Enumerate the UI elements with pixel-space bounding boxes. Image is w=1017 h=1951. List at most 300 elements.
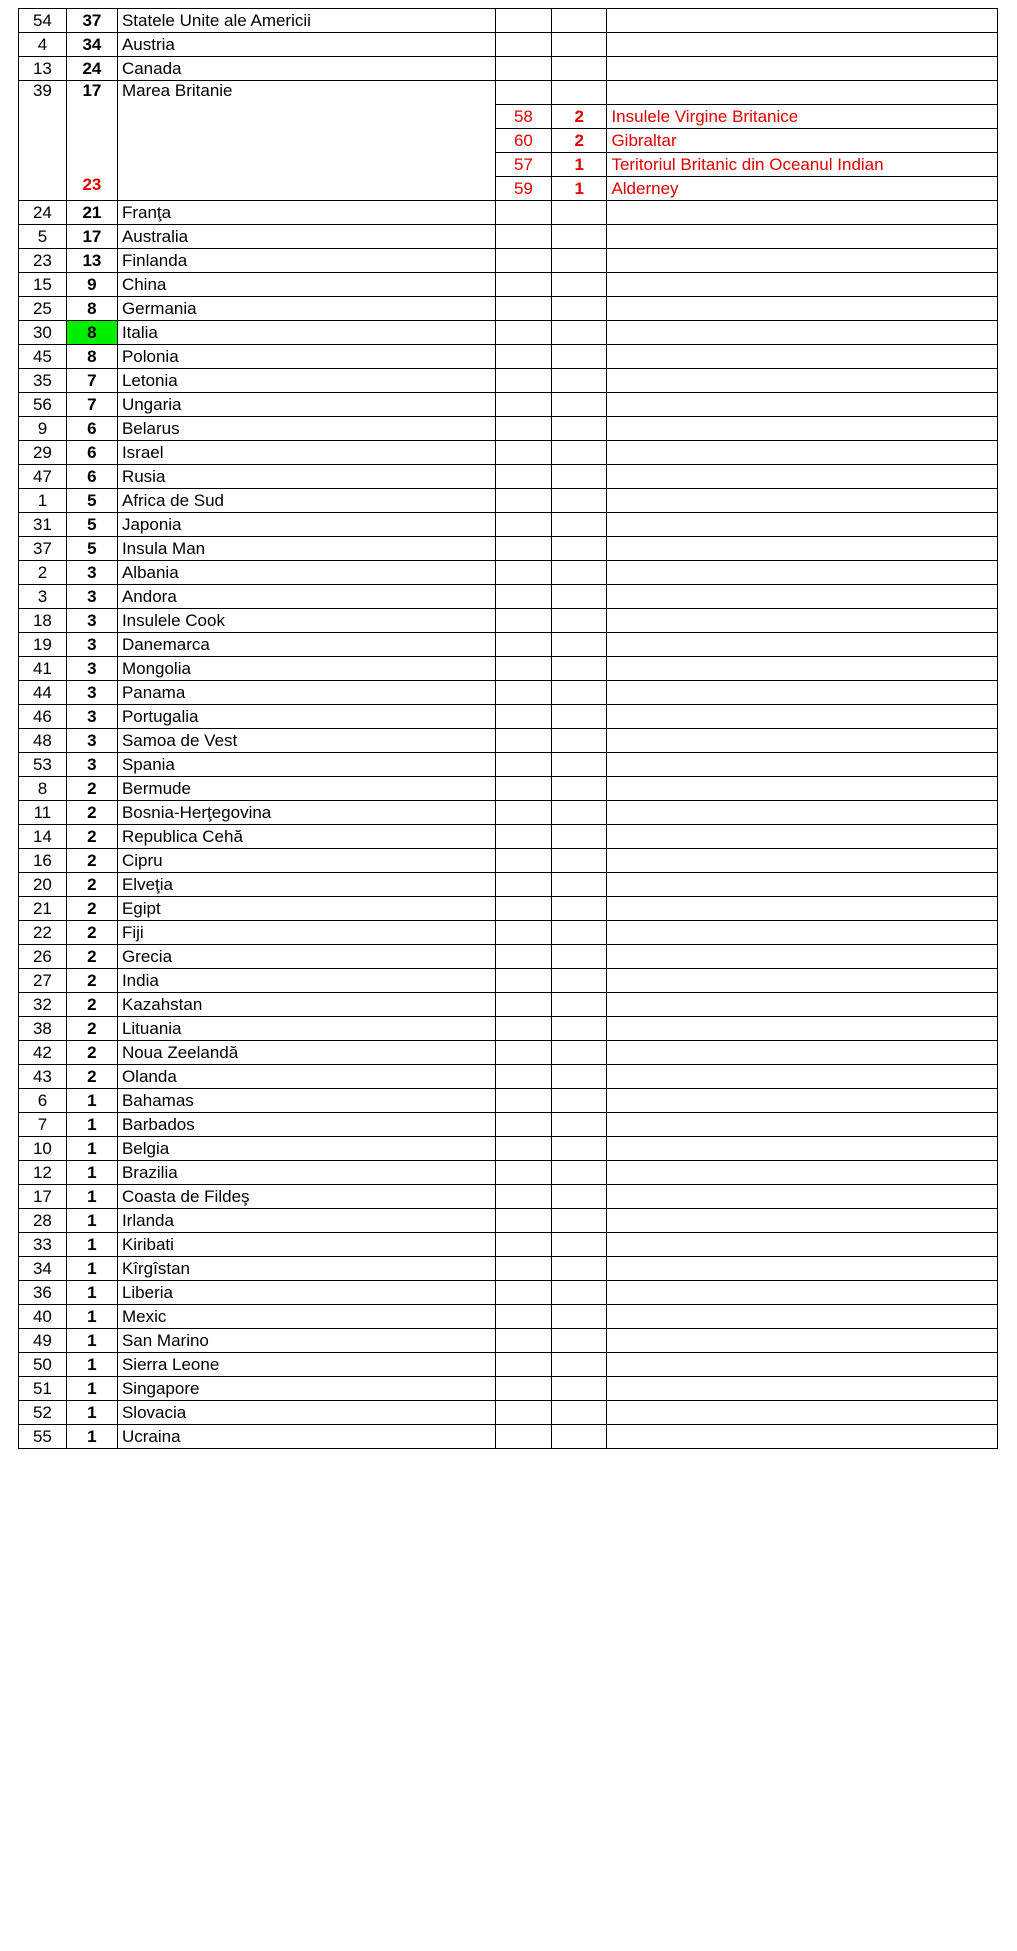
cell-rank[interactable]: 15 <box>19 273 67 297</box>
cell-rank[interactable]: 24 <box>19 201 67 225</box>
cell-count[interactable]: 1 <box>66 1281 117 1305</box>
cell-empty[interactable] <box>552 1089 607 1113</box>
table-row[interactable] <box>19 369 998 393</box>
cell-empty[interactable] <box>495 201 551 225</box>
cell-count[interactable]: 2 <box>66 945 117 969</box>
cell-rank[interactable]: 48 <box>19 729 67 753</box>
cell-rank[interactable]: 35 <box>19 369 67 393</box>
cell-empty[interactable] <box>607 417 998 441</box>
cell-count[interactable]: 3 <box>66 585 117 609</box>
cell-empty[interactable] <box>495 393 551 417</box>
cell-rank[interactable]: 3 <box>19 585 67 609</box>
cell-sub-name[interactable]: Alderney <box>607 177 998 201</box>
cell-empty[interactable] <box>607 1377 998 1401</box>
table-row[interactable] <box>19 9 998 33</box>
table-row[interactable] <box>19 1209 998 1233</box>
cell-empty[interactable] <box>552 417 607 441</box>
cell-empty[interactable] <box>607 1233 998 1257</box>
cell-empty[interactable] <box>607 369 998 393</box>
table-row[interactable] <box>19 897 998 921</box>
cell-empty[interactable] <box>607 633 998 657</box>
cell-count[interactable]: 5 <box>66 537 117 561</box>
cell-empty[interactable] <box>552 1401 607 1425</box>
table-row[interactable] <box>19 1281 998 1305</box>
table-row[interactable] <box>19 1113 998 1137</box>
cell-empty[interactable] <box>495 585 551 609</box>
cell-count[interactable]: 1 <box>66 1137 117 1161</box>
cell-empty[interactable] <box>495 33 551 57</box>
cell-empty[interactable] <box>495 561 551 585</box>
cell-empty[interactable] <box>495 297 551 321</box>
cell-empty[interactable] <box>607 537 998 561</box>
cell-rank[interactable]: 8 <box>19 777 67 801</box>
cell-empty[interactable] <box>607 1065 998 1089</box>
cell-count[interactable]: 1 <box>66 1233 117 1257</box>
cell-rank[interactable]: 5 <box>19 225 67 249</box>
cell-rank[interactable]: 37 <box>19 537 67 561</box>
cell-rank[interactable]: 22 <box>19 921 67 945</box>
cell-country-name[interactable]: Franţa <box>117 201 495 225</box>
cell-empty[interactable] <box>552 465 607 489</box>
cell-empty[interactable] <box>495 897 551 921</box>
cell-rank[interactable]: 25 <box>19 297 67 321</box>
cell-empty[interactable] <box>607 705 998 729</box>
table-row[interactable] <box>19 537 998 561</box>
cell-empty[interactable] <box>495 1185 551 1209</box>
cell-empty[interactable] <box>495 921 551 945</box>
cell-empty[interactable] <box>607 57 998 81</box>
cell-empty[interactable] <box>607 33 998 57</box>
cell-count[interactable]: 3 <box>66 681 117 705</box>
cell-empty[interactable] <box>607 1401 998 1425</box>
cell-count[interactable]: 1 <box>66 1425 117 1449</box>
cell-empty[interactable] <box>495 753 551 777</box>
cell-rank[interactable]: 43 <box>19 1065 67 1089</box>
cell-empty[interactable] <box>552 513 607 537</box>
cell-count[interactable]: 1 <box>66 1401 117 1425</box>
table-row[interactable] <box>19 1065 998 1089</box>
cell-country-name[interactable]: Slovacia <box>117 1401 495 1425</box>
cell-sub-rank[interactable]: 57 <box>495 153 551 177</box>
cell-rank[interactable]: 38 <box>19 1017 67 1041</box>
cell-empty[interactable] <box>607 609 998 633</box>
cell-empty[interactable] <box>607 969 998 993</box>
cell-rank[interactable]: 16 <box>19 849 67 873</box>
cell-empty[interactable] <box>552 1329 607 1353</box>
cell-empty[interactable] <box>495 1329 551 1353</box>
cell-count[interactable]: 2 <box>66 897 117 921</box>
cell-rank[interactable]: 11 <box>19 801 67 825</box>
cell-empty[interactable] <box>552 489 607 513</box>
table-row[interactable] <box>19 873 998 897</box>
cell-empty[interactable] <box>495 489 551 513</box>
cell-country-name[interactable]: Fiji <box>117 921 495 945</box>
table-row[interactable] <box>19 921 998 945</box>
table-row[interactable] <box>19 297 998 321</box>
cell-rank[interactable]: 50 <box>19 1353 67 1377</box>
cell-empty[interactable] <box>607 1017 998 1041</box>
cell-rank[interactable]: 51 <box>19 1377 67 1401</box>
table-row[interactable] <box>19 57 998 81</box>
cell-count[interactable]: 2 <box>66 873 117 897</box>
table-row[interactable] <box>19 993 998 1017</box>
cell-country-name[interactable]: Elveţia <box>117 873 495 897</box>
cell-country-name[interactable]: Mongolia <box>117 657 495 681</box>
cell-country-name[interactable]: Egipt <box>117 897 495 921</box>
cell-count[interactable]: 5 <box>66 489 117 513</box>
cell-count[interactable]: 6 <box>66 465 117 489</box>
cell-rank[interactable]: 55 <box>19 1425 67 1449</box>
cell-rank[interactable]: 34 <box>19 1257 67 1281</box>
table-row[interactable] <box>19 321 998 345</box>
cell-empty[interactable] <box>552 993 607 1017</box>
cell-empty[interactable] <box>607 1137 998 1161</box>
cell-sub-name[interactable]: Gibraltar <box>607 129 998 153</box>
cell-empty[interactable] <box>552 273 607 297</box>
cell-empty[interactable] <box>495 417 551 441</box>
cell-empty[interactable] <box>552 1257 607 1281</box>
cell-sub-rank[interactable]: 59 <box>495 177 551 201</box>
cell-empty[interactable] <box>607 489 998 513</box>
table-row[interactable] <box>19 1185 998 1209</box>
cell-empty[interactable] <box>495 1401 551 1425</box>
table-row[interactable] <box>19 81 998 105</box>
cell-empty[interactable] <box>552 1065 607 1089</box>
cell-empty[interactable] <box>552 1017 607 1041</box>
cell-count[interactable]: 34 <box>66 33 117 57</box>
cell-country-name[interactable]: Coasta de Fildeş <box>117 1185 495 1209</box>
cell-country-name[interactable]: Republica Cehă <box>117 825 495 849</box>
cell-rank[interactable]: 53 <box>19 753 67 777</box>
cell-country-name[interactable]: Irlanda <box>117 1209 495 1233</box>
cell-empty[interactable] <box>607 585 998 609</box>
cell-empty[interactable] <box>552 1185 607 1209</box>
table-row[interactable] <box>19 441 998 465</box>
cell-empty[interactable] <box>495 57 551 81</box>
cell-rank[interactable]: 56 <box>19 393 67 417</box>
cell-empty[interactable] <box>552 705 607 729</box>
table-row[interactable] <box>19 681 998 705</box>
cell-empty[interactable] <box>552 297 607 321</box>
cell-empty[interactable] <box>607 849 998 873</box>
cell-empty[interactable] <box>552 633 607 657</box>
cell-empty[interactable] <box>495 513 551 537</box>
cell-empty[interactable] <box>495 369 551 393</box>
cell-count[interactable]: 7 <box>66 393 117 417</box>
cell-rank[interactable]: 12 <box>19 1161 67 1185</box>
cell-empty[interactable] <box>495 657 551 681</box>
table-row[interactable] <box>19 273 998 297</box>
cell-country-name[interactable]: Olanda <box>117 1065 495 1089</box>
cell-empty[interactable] <box>607 1425 998 1449</box>
cell-count[interactable]: 1 <box>66 1257 117 1281</box>
cell-rank[interactable]: 7 <box>19 1113 67 1137</box>
cell-empty[interactable] <box>552 1113 607 1137</box>
cell-country-name[interactable]: Japonia <box>117 513 495 537</box>
cell-empty[interactable] <box>607 273 998 297</box>
cell-empty[interactable] <box>552 609 607 633</box>
cell-count-highlighted[interactable]: 8 <box>66 321 117 345</box>
cell-count[interactable]: 7 <box>66 369 117 393</box>
cell-country-name[interactable]: Letonia <box>117 369 495 393</box>
cell-rank[interactable]: 42 <box>19 1041 67 1065</box>
cell-empty[interactable] <box>552 681 607 705</box>
table-row[interactable] <box>19 201 998 225</box>
cell-country-name[interactable]: Austria <box>117 33 495 57</box>
table-row[interactable] <box>19 345 998 369</box>
cell-empty[interactable] <box>495 1065 551 1089</box>
cell-empty[interactable] <box>495 321 551 345</box>
cell-empty[interactable] <box>607 1041 998 1065</box>
table-row[interactable] <box>19 1041 998 1065</box>
cell-count[interactable]: 1 <box>66 1185 117 1209</box>
cell-country-name[interactable]: Insula Man <box>117 537 495 561</box>
cell-rank[interactable]: 20 <box>19 873 67 897</box>
cell-count[interactable]: 1 <box>66 1329 117 1353</box>
cell-empty[interactable] <box>495 1425 551 1449</box>
cell-country-name[interactable]: Canada <box>117 57 495 81</box>
cell-country-name[interactable]: Brazilia <box>117 1161 495 1185</box>
table-row[interactable] <box>19 657 998 681</box>
cell-count[interactable]: 2 <box>66 1017 117 1041</box>
cell-count[interactable]: 1 <box>66 1209 117 1233</box>
cell-count[interactable]: 2 <box>66 921 117 945</box>
cell-count[interactable]: 2 <box>66 825 117 849</box>
cell-country-name[interactable]: Belarus <box>117 417 495 441</box>
cell-empty[interactable] <box>607 9 998 33</box>
cell-count[interactable]: 2 <box>66 1041 117 1065</box>
cell-empty[interactable] <box>607 441 998 465</box>
cell-empty[interactable] <box>552 33 607 57</box>
cell-empty[interactable] <box>607 1185 998 1209</box>
cell-empty[interactable] <box>495 705 551 729</box>
cell-rank[interactable]: 2 <box>19 561 67 585</box>
table-row[interactable] <box>19 825 998 849</box>
cell-empty[interactable] <box>607 465 998 489</box>
cell-empty[interactable] <box>552 1425 607 1449</box>
cell-country-name[interactable]: Italia <box>117 321 495 345</box>
table-row[interactable] <box>19 393 998 417</box>
table-row[interactable] <box>19 609 998 633</box>
cell-country-name[interactable]: Noua Zeelandă <box>117 1041 495 1065</box>
cell-count[interactable]: 21 <box>66 201 117 225</box>
cell-country-name[interactable]: Samoa de Vest <box>117 729 495 753</box>
cell-rank[interactable]: 31 <box>19 513 67 537</box>
cell-rank[interactable]: 23 <box>19 249 67 273</box>
cell-rank[interactable]: 17 <box>19 1185 67 1209</box>
cell-empty[interactable] <box>607 201 998 225</box>
cell-empty[interactable] <box>552 249 607 273</box>
cell-empty[interactable] <box>495 681 551 705</box>
cell-empty[interactable] <box>552 9 607 33</box>
table-row[interactable] <box>19 1089 998 1113</box>
cell-empty[interactable] <box>495 609 551 633</box>
cell-empty[interactable] <box>607 1329 998 1353</box>
cell-sub-rank[interactable]: 60 <box>495 129 551 153</box>
cell-country-name[interactable]: Spania <box>117 753 495 777</box>
cell-country-name[interactable]: Kîrgîstan <box>117 1257 495 1281</box>
cell-country-name[interactable]: Lituania <box>117 1017 495 1041</box>
cell-empty[interactable] <box>495 633 551 657</box>
cell-empty[interactable] <box>495 825 551 849</box>
cell-empty[interactable] <box>495 1017 551 1041</box>
cell-country-name[interactable]: Africa de Sud <box>117 489 495 513</box>
cell-empty[interactable] <box>552 369 607 393</box>
cell-empty[interactable] <box>495 225 551 249</box>
cell-empty[interactable] <box>552 657 607 681</box>
cell-empty[interactable] <box>552 1281 607 1305</box>
cell-empty[interactable] <box>607 1305 998 1329</box>
cell-country-name[interactable]: Barbados <box>117 1113 495 1137</box>
cell-empty[interactable] <box>495 345 551 369</box>
cell-empty[interactable] <box>552 81 607 105</box>
cell-rank[interactable]: 19 <box>19 633 67 657</box>
cell-country-name[interactable]: Danemarca <box>117 633 495 657</box>
cell-empty[interactable] <box>607 777 998 801</box>
cell-empty[interactable] <box>552 561 607 585</box>
cell-rank[interactable]: 32 <box>19 993 67 1017</box>
cell-empty[interactable] <box>607 657 998 681</box>
cell-rank[interactable]: 40 <box>19 1305 67 1329</box>
cell-empty[interactable] <box>495 1137 551 1161</box>
cell-count[interactable]: 24 <box>66 57 117 81</box>
cell-count[interactable]: 3 <box>66 609 117 633</box>
cell-empty[interactable] <box>552 801 607 825</box>
cell-count[interactable]: 1 <box>66 1377 117 1401</box>
cell-empty[interactable] <box>607 513 998 537</box>
cell-country-name[interactable]: China <box>117 273 495 297</box>
cell-empty[interactable] <box>607 1113 998 1137</box>
table-row[interactable] <box>19 1233 998 1257</box>
cell-count[interactable]: 3 <box>66 729 117 753</box>
cell-country-name[interactable]: Mexic <box>117 1305 495 1329</box>
cell-rank[interactable]: 9 <box>19 417 67 441</box>
table-row[interactable] <box>19 465 998 489</box>
cell-country-name[interactable]: Andora <box>117 585 495 609</box>
cell-empty[interactable] <box>607 81 998 105</box>
table-row[interactable] <box>19 1017 998 1041</box>
cell-country-name[interactable]: Israel <box>117 441 495 465</box>
cell-rank[interactable]: 6 <box>19 1089 67 1113</box>
table-row[interactable] <box>19 777 998 801</box>
cell-empty[interactable] <box>552 753 607 777</box>
cell-empty[interactable] <box>607 249 998 273</box>
cell-count[interactable]: 37 <box>66 9 117 33</box>
table-row[interactable] <box>19 705 998 729</box>
cell-country-name[interactable]: Singapore <box>117 1377 495 1401</box>
cell-empty[interactable] <box>607 561 998 585</box>
cell-empty[interactable] <box>552 729 607 753</box>
cell-empty[interactable] <box>607 825 998 849</box>
cell-empty[interactable] <box>495 1377 551 1401</box>
cell-rank[interactable]: 45 <box>19 345 67 369</box>
cell-empty[interactable] <box>607 921 998 945</box>
cell-rank[interactable]: 1 <box>19 489 67 513</box>
cell-rank[interactable]: 47 <box>19 465 67 489</box>
cell-count[interactable]: 1 <box>66 1089 117 1113</box>
cell-count[interactable]: 5 <box>66 513 117 537</box>
cell-empty[interactable] <box>495 969 551 993</box>
cell-empty[interactable] <box>607 945 998 969</box>
cell-empty[interactable] <box>552 393 607 417</box>
table-row[interactable] <box>19 633 998 657</box>
cell-rank[interactable]: 29 <box>19 441 67 465</box>
table-row[interactable] <box>19 225 998 249</box>
cell-country-name[interactable]: Panama <box>117 681 495 705</box>
cell-empty[interactable] <box>607 873 998 897</box>
table-row[interactable] <box>19 1425 998 1449</box>
cell-empty[interactable] <box>607 1089 998 1113</box>
cell-empty[interactable] <box>552 201 607 225</box>
cell-empty[interactable] <box>495 1353 551 1377</box>
table-row[interactable] <box>19 1305 998 1329</box>
cell-empty[interactable] <box>607 729 998 753</box>
cell-empty[interactable] <box>607 897 998 921</box>
cell-empty[interactable] <box>495 1089 551 1113</box>
cell-empty[interactable] <box>607 225 998 249</box>
cell-empty[interactable] <box>607 1353 998 1377</box>
cell-empty[interactable] <box>495 873 551 897</box>
cell-rank[interactable]: 26 <box>19 945 67 969</box>
cell-count[interactable]: 2 <box>66 969 117 993</box>
table-row[interactable] <box>19 1329 998 1353</box>
cell-country-name[interactable]: Cipru <box>117 849 495 873</box>
table-row[interactable] <box>19 945 998 969</box>
cell-rank[interactable]: 36 <box>19 1281 67 1305</box>
cell-empty[interactable] <box>607 801 998 825</box>
table-row[interactable] <box>19 249 998 273</box>
cell-count[interactable]: 2 <box>66 1065 117 1089</box>
cell-rank[interactable]: 4 <box>19 33 67 57</box>
cell-country-name[interactable]: Kazahstan <box>117 993 495 1017</box>
cell-count[interactable]: 3 <box>66 753 117 777</box>
cell-empty[interactable] <box>495 849 551 873</box>
cell-country-name[interactable]: Bosnia-Herţegovina <box>117 801 495 825</box>
cell-country-name[interactable]: Ungaria <box>117 393 495 417</box>
cell-empty[interactable] <box>607 1209 998 1233</box>
cell-empty[interactable] <box>495 1113 551 1137</box>
cell-empty[interactable] <box>552 585 607 609</box>
cell-empty[interactable] <box>552 1209 607 1233</box>
cell-rank[interactable]: 54 <box>19 9 67 33</box>
cell-count[interactable]: 2 <box>66 849 117 873</box>
cell-empty[interactable] <box>552 57 607 81</box>
cell-rank[interactable]: 52 <box>19 1401 67 1425</box>
cell-rank[interactable]: 44 <box>19 681 67 705</box>
cell-rank[interactable]: 28 <box>19 1209 67 1233</box>
cell-rank[interactable]: 39 <box>19 81 67 201</box>
table-row[interactable] <box>19 1257 998 1281</box>
cell-empty[interactable] <box>552 1161 607 1185</box>
cell-rank[interactable]: 41 <box>19 657 67 681</box>
table-row[interactable] <box>19 753 998 777</box>
cell-empty[interactable] <box>552 849 607 873</box>
table-row[interactable] <box>19 729 998 753</box>
table-row[interactable] <box>19 969 998 993</box>
cell-empty[interactable] <box>495 273 551 297</box>
cell-empty[interactable] <box>552 825 607 849</box>
cell-sub-count[interactable]: 2 <box>552 129 607 153</box>
cell-country-name[interactable]: Ucraina <box>117 1425 495 1449</box>
cell-country-name[interactable]: Polonia <box>117 345 495 369</box>
cell-country-name[interactable]: Portugalia <box>117 705 495 729</box>
cell-country-name[interactable]: Rusia <box>117 465 495 489</box>
table-row[interactable] <box>19 849 998 873</box>
cell-country-name[interactable]: Albania <box>117 561 495 585</box>
cell-count[interactable]: 13 <box>66 249 117 273</box>
cell-empty[interactable] <box>552 441 607 465</box>
table-row[interactable] <box>19 561 998 585</box>
